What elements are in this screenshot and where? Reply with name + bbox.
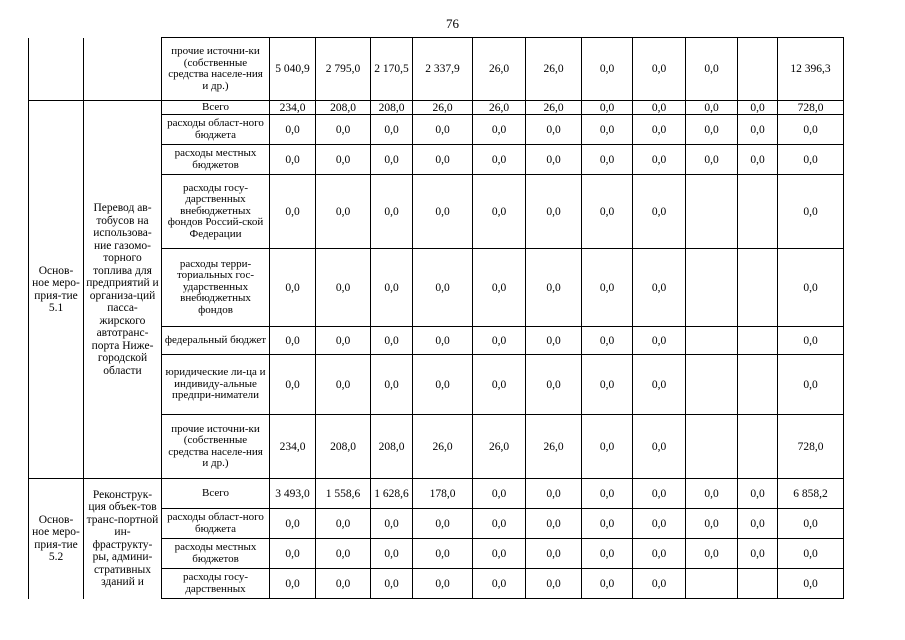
value-cell: 0,0 [371,327,413,355]
value-cell: 0,0 [371,569,413,599]
value-cell: 0,0 [473,249,526,327]
value-cell: 0,0 [582,115,633,145]
value-cell: 0,0 [633,479,686,509]
value-cell: 0,0 [371,539,413,569]
activity-cell [84,38,162,101]
value-cell: 0,0 [526,175,582,249]
value-cell [686,327,738,355]
event-cell: Основ-ное меро-прия-тие 5.2 [29,479,84,599]
value-cell: 178,0 [413,479,473,509]
funding-source-cell: прочие источни-ки (собственные средства населе-ния и др.) [162,415,270,479]
total-cell: 0,0 [778,175,844,249]
event-cell [29,38,84,101]
total-cell: 728,0 [778,415,844,479]
value-cell: 0,0 [633,101,686,115]
value-cell: 0,0 [738,145,778,175]
value-cell: 0,0 [582,145,633,175]
value-cell: 1 628,6 [371,479,413,509]
value-cell: 0,0 [686,101,738,115]
value-cell: 0,0 [270,539,316,569]
value-cell: 0,0 [473,115,526,145]
value-cell: 0,0 [633,539,686,569]
value-cell: 2 337,9 [413,38,473,101]
page-number: 76 [446,16,459,31]
value-cell: 26,0 [526,38,582,101]
value-cell: 0,0 [526,249,582,327]
value-cell [738,415,778,479]
value-cell: 0,0 [413,115,473,145]
value-cell: 26,0 [526,415,582,479]
value-cell: 0,0 [686,509,738,539]
value-cell: 0,0 [316,539,371,569]
total-cell: 12 396,3 [778,38,844,101]
value-cell: 0,0 [582,249,633,327]
value-cell: 0,0 [316,327,371,355]
value-cell: 0,0 [738,101,778,115]
funding-source-cell: федеральный бюджет [162,327,270,355]
value-cell: 0,0 [633,355,686,415]
value-cell: 0,0 [633,509,686,539]
funding-source-cell: расходы госу-дарственных [162,569,270,599]
value-cell: 26,0 [413,101,473,115]
value-cell [738,38,778,101]
value-cell: 0,0 [316,115,371,145]
value-cell [738,327,778,355]
value-cell: 0,0 [270,569,316,599]
value-cell: 0,0 [582,415,633,479]
value-cell [686,355,738,415]
value-cell: 0,0 [473,509,526,539]
value-cell: 26,0 [473,38,526,101]
value-cell: 0,0 [473,145,526,175]
value-cell: 0,0 [686,38,738,101]
value-cell [738,355,778,415]
value-cell: 0,0 [738,509,778,539]
value-cell: 208,0 [316,415,371,479]
value-cell: 208,0 [316,101,371,115]
value-cell: 0,0 [633,38,686,101]
value-cell: 0,0 [526,115,582,145]
value-cell [686,249,738,327]
activity-cell: Реконструк-ция объек-тов транс-портной ин-фраструкту-ры, админи-стративных зданий и [84,479,162,599]
funding-source-cell: юридические ли-ца и индивиду-альные предпри-ниматели [162,355,270,415]
value-cell: 0,0 [473,355,526,415]
funding-source-cell: расходы област-ного бюджета [162,115,270,145]
value-cell: 0,0 [473,327,526,355]
value-cell [738,249,778,327]
funding-source-cell: Всего [162,479,270,509]
total-cell: 0,0 [778,355,844,415]
value-cell [686,175,738,249]
value-cell: 208,0 [371,415,413,479]
value-cell: 0,0 [413,355,473,415]
value-cell: 0,0 [633,327,686,355]
value-cell: 0,0 [633,115,686,145]
value-cell: 0,0 [371,145,413,175]
value-cell: 0,0 [371,355,413,415]
value-cell: 0,0 [316,509,371,539]
value-cell: 0,0 [582,355,633,415]
value-cell: 0,0 [526,479,582,509]
value-cell: 0,0 [738,115,778,145]
value-cell: 26,0 [526,101,582,115]
total-cell: 0,0 [778,115,844,145]
value-cell: 0,0 [582,327,633,355]
value-cell: 0,0 [582,38,633,101]
value-cell: 234,0 [270,415,316,479]
value-cell [686,569,738,599]
value-cell: 0,0 [686,145,738,175]
value-cell: 0,0 [582,479,633,509]
value-cell: 26,0 [473,101,526,115]
value-cell: 0,0 [738,479,778,509]
value-cell: 0,0 [633,145,686,175]
table-row [29,101,844,115]
funding-source-cell: расходы местных бюджетов [162,145,270,175]
value-cell: 0,0 [582,509,633,539]
value-cell: 0,0 [270,175,316,249]
value-cell: 0,0 [371,249,413,327]
value-cell: 0,0 [473,479,526,509]
total-cell: 6 858,2 [778,479,844,509]
table-row [29,479,844,509]
value-cell: 0,0 [413,327,473,355]
funding-source-cell: расходы местных бюджетов [162,539,270,569]
value-cell: 0,0 [526,327,582,355]
value-cell: 0,0 [316,355,371,415]
table-row [29,38,844,101]
value-cell: 0,0 [270,115,316,145]
funding-source-cell: расходы госу-дарственных внебюджетных фондов Россий-ской Федерации [162,175,270,249]
activity-cell: Перевод ав-тобусов на использова-ние газомо-торного топлива для предприятий и организа-ций пасса-жирского автотранс-порта Ниже-городской области [84,101,162,479]
value-cell: 0,0 [738,539,778,569]
value-cell: 0,0 [582,539,633,569]
value-cell: 0,0 [473,539,526,569]
value-cell: 0,0 [686,479,738,509]
value-cell: 208,0 [371,101,413,115]
value-cell: 0,0 [371,509,413,539]
value-cell: 0,0 [316,175,371,249]
value-cell: 0,0 [413,539,473,569]
value-cell: 0,0 [526,145,582,175]
value-cell [686,415,738,479]
value-cell: 0,0 [526,355,582,415]
value-cell: 0,0 [270,355,316,415]
total-cell: 0,0 [778,249,844,327]
funding-source-cell: Всего [162,101,270,115]
value-cell: 0,0 [270,327,316,355]
value-cell [738,569,778,599]
value-cell: 0,0 [413,509,473,539]
value-cell: 0,0 [633,249,686,327]
value-cell: 0,0 [413,569,473,599]
value-cell: 0,0 [582,175,633,249]
value-cell: 0,0 [316,569,371,599]
value-cell: 0,0 [526,509,582,539]
total-cell: 728,0 [778,101,844,115]
value-cell: 0,0 [686,115,738,145]
value-cell: 1 558,6 [316,479,371,509]
value-cell: 0,0 [582,569,633,599]
value-cell: 0,0 [582,101,633,115]
value-cell: 0,0 [413,249,473,327]
value-cell [738,175,778,249]
value-cell: 26,0 [413,415,473,479]
total-cell: 0,0 [778,145,844,175]
value-cell: 0,0 [270,145,316,175]
value-cell: 0,0 [526,539,582,569]
value-cell: 0,0 [413,145,473,175]
event-cell: Основ-ное меро-прия-тие 5.1 [29,101,84,479]
value-cell: 0,0 [316,145,371,175]
total-cell: 0,0 [778,569,844,599]
value-cell: 0,0 [371,175,413,249]
value-cell: 3 493,0 [270,479,316,509]
value-cell: 0,0 [686,539,738,569]
value-cell: 5 040,9 [270,38,316,101]
value-cell: 2 795,0 [316,38,371,101]
value-cell: 0,0 [633,569,686,599]
value-cell: 0,0 [316,249,371,327]
total-cell: 0,0 [778,327,844,355]
value-cell: 0,0 [371,115,413,145]
total-cell: 0,0 [778,509,844,539]
value-cell: 0,0 [413,175,473,249]
funding-source-cell: прочие источни-ки (собственные средства населе-ния и др.) [162,38,270,101]
budget-table [28,37,844,599]
value-cell: 0,0 [270,509,316,539]
value-cell: 0,0 [633,415,686,479]
value-cell: 234,0 [270,101,316,115]
value-cell: 0,0 [633,175,686,249]
value-cell: 0,0 [473,175,526,249]
value-cell: 0,0 [270,249,316,327]
funding-source-cell: расходы област-ного бюджета [162,509,270,539]
value-cell: 26,0 [473,415,526,479]
value-cell: 2 170,5 [371,38,413,101]
value-cell: 0,0 [526,569,582,599]
funding-source-cell: расходы терри-ториальных гос-ударственных внебюджетных фондов [162,249,270,327]
value-cell: 0,0 [473,569,526,599]
total-cell: 0,0 [778,539,844,569]
